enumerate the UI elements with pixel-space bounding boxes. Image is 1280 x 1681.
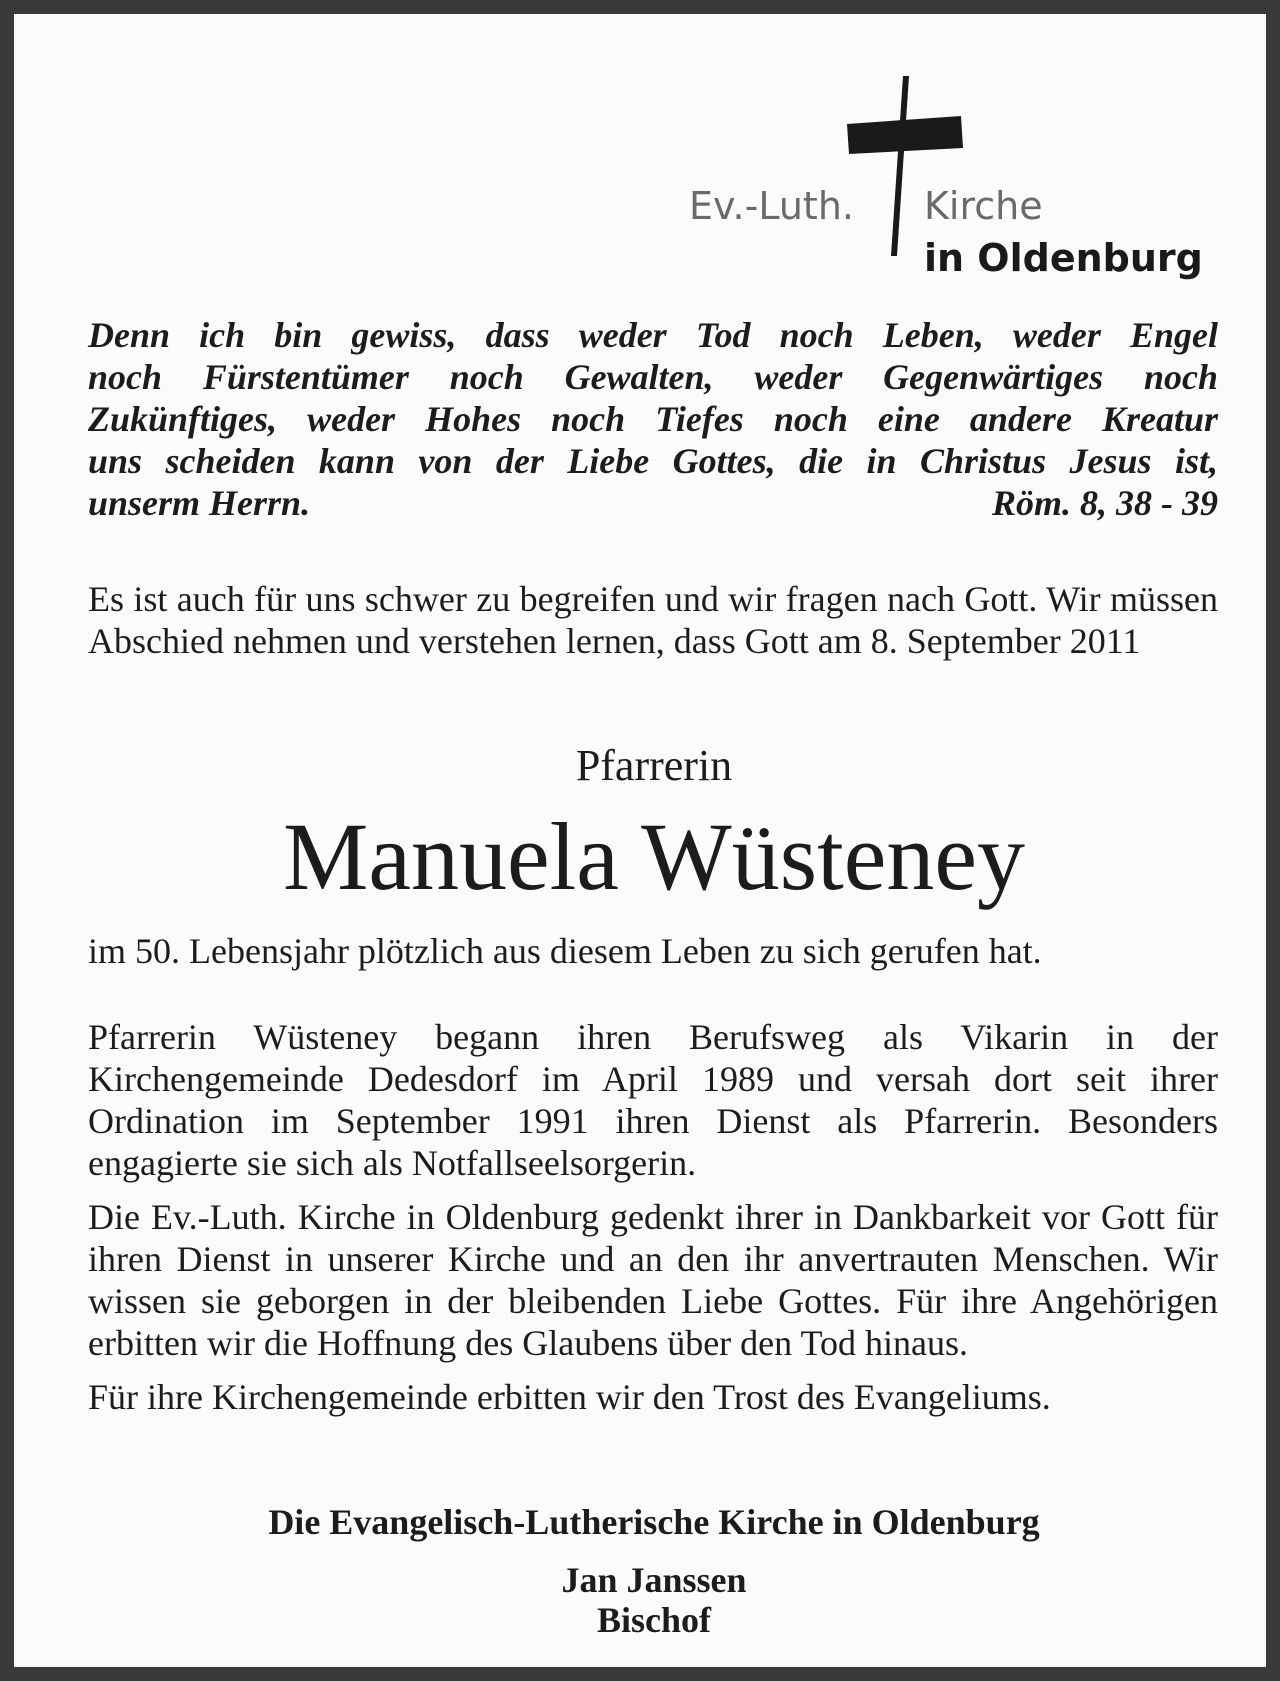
deceased-name: Manuela Wüsteney (283, 803, 1025, 910)
logo-text-left: Ev.-Luth. (689, 184, 854, 228)
bible-verse (88, 314, 1218, 524)
verse-reference: Röm. 8, 38 - 39 (991, 483, 1218, 523)
biography-paragraph: Für ihre Kirchengemeinde erbitten wir den Trost des Evangeliums. (88, 1377, 1051, 1417)
logo-text-right: Kirche (924, 184, 1043, 228)
biography-paragraph: Die Ev.-Luth. Kirche in Oldenburg gedenkt ihrer in Dankbarkeit vor Gott für ihren Dienst in unserer Kirche und an den ihr anvertrauten Menschen. Wir wissen sie geborgen in der bleibenden Liebe Gottes. Für ihre Angehörigen erbitten wir die Hoffnung des Glaubens über den Tod hinaus. (88, 1197, 1218, 1363)
cross-icon (839, 76, 964, 256)
signature-name: Jan Janssen (561, 1560, 747, 1600)
verse-line: Zukünftiges, weder Hohes noch Tiefes noch eine andere Kreatur (88, 399, 1218, 439)
after-name-text: im 50. Lebensjahr plötzlich aus diesem Leben zu sich gerufen hat. (88, 931, 1042, 971)
verse-line: uns scheiden kann von der Liebe Gottes, die in Christus Jesus ist, (88, 441, 1218, 481)
biography (88, 1016, 1218, 1430)
verse-line: Denn ich bin gewiss, dass weder Tod noch Leben, weder Engel (88, 315, 1218, 355)
deceased-title: Pfarrerin (575, 741, 733, 790)
verse-line: unserm Herrn. (88, 483, 311, 523)
verse-final-line (88, 482, 1218, 524)
logo-text-sub: in Oldenburg (924, 236, 1203, 280)
signature-organization: Die Evangelisch-Lutherische Kirche in Oldenburg (268, 1502, 1040, 1542)
church-logo (14, 14, 1280, 280)
intro-text: Es ist auch für uns schwer zu begreifen und wir fragen nach Gott. Wir müssen Abschied nehmen und verstehen lernen, dass Gott am 8. September 2011 (88, 579, 1218, 661)
verse-line: noch Fürstentümer noch Gewalten, weder Gegenwärtiges noch (88, 357, 1218, 397)
signature-role: Bischof (596, 1600, 711, 1640)
biography-paragraph: Pfarrerin Wüsteney begann ihren Berufsweg als Vikarin in der Kirchengemeinde Dedesdorf im April 1989 und versah dort seit ihrer Ordination im September 1991 ihren Dienst als Pfarrerin. Besonders engagierte sie sich als Notfallseelsorgerin. (88, 1017, 1218, 1183)
